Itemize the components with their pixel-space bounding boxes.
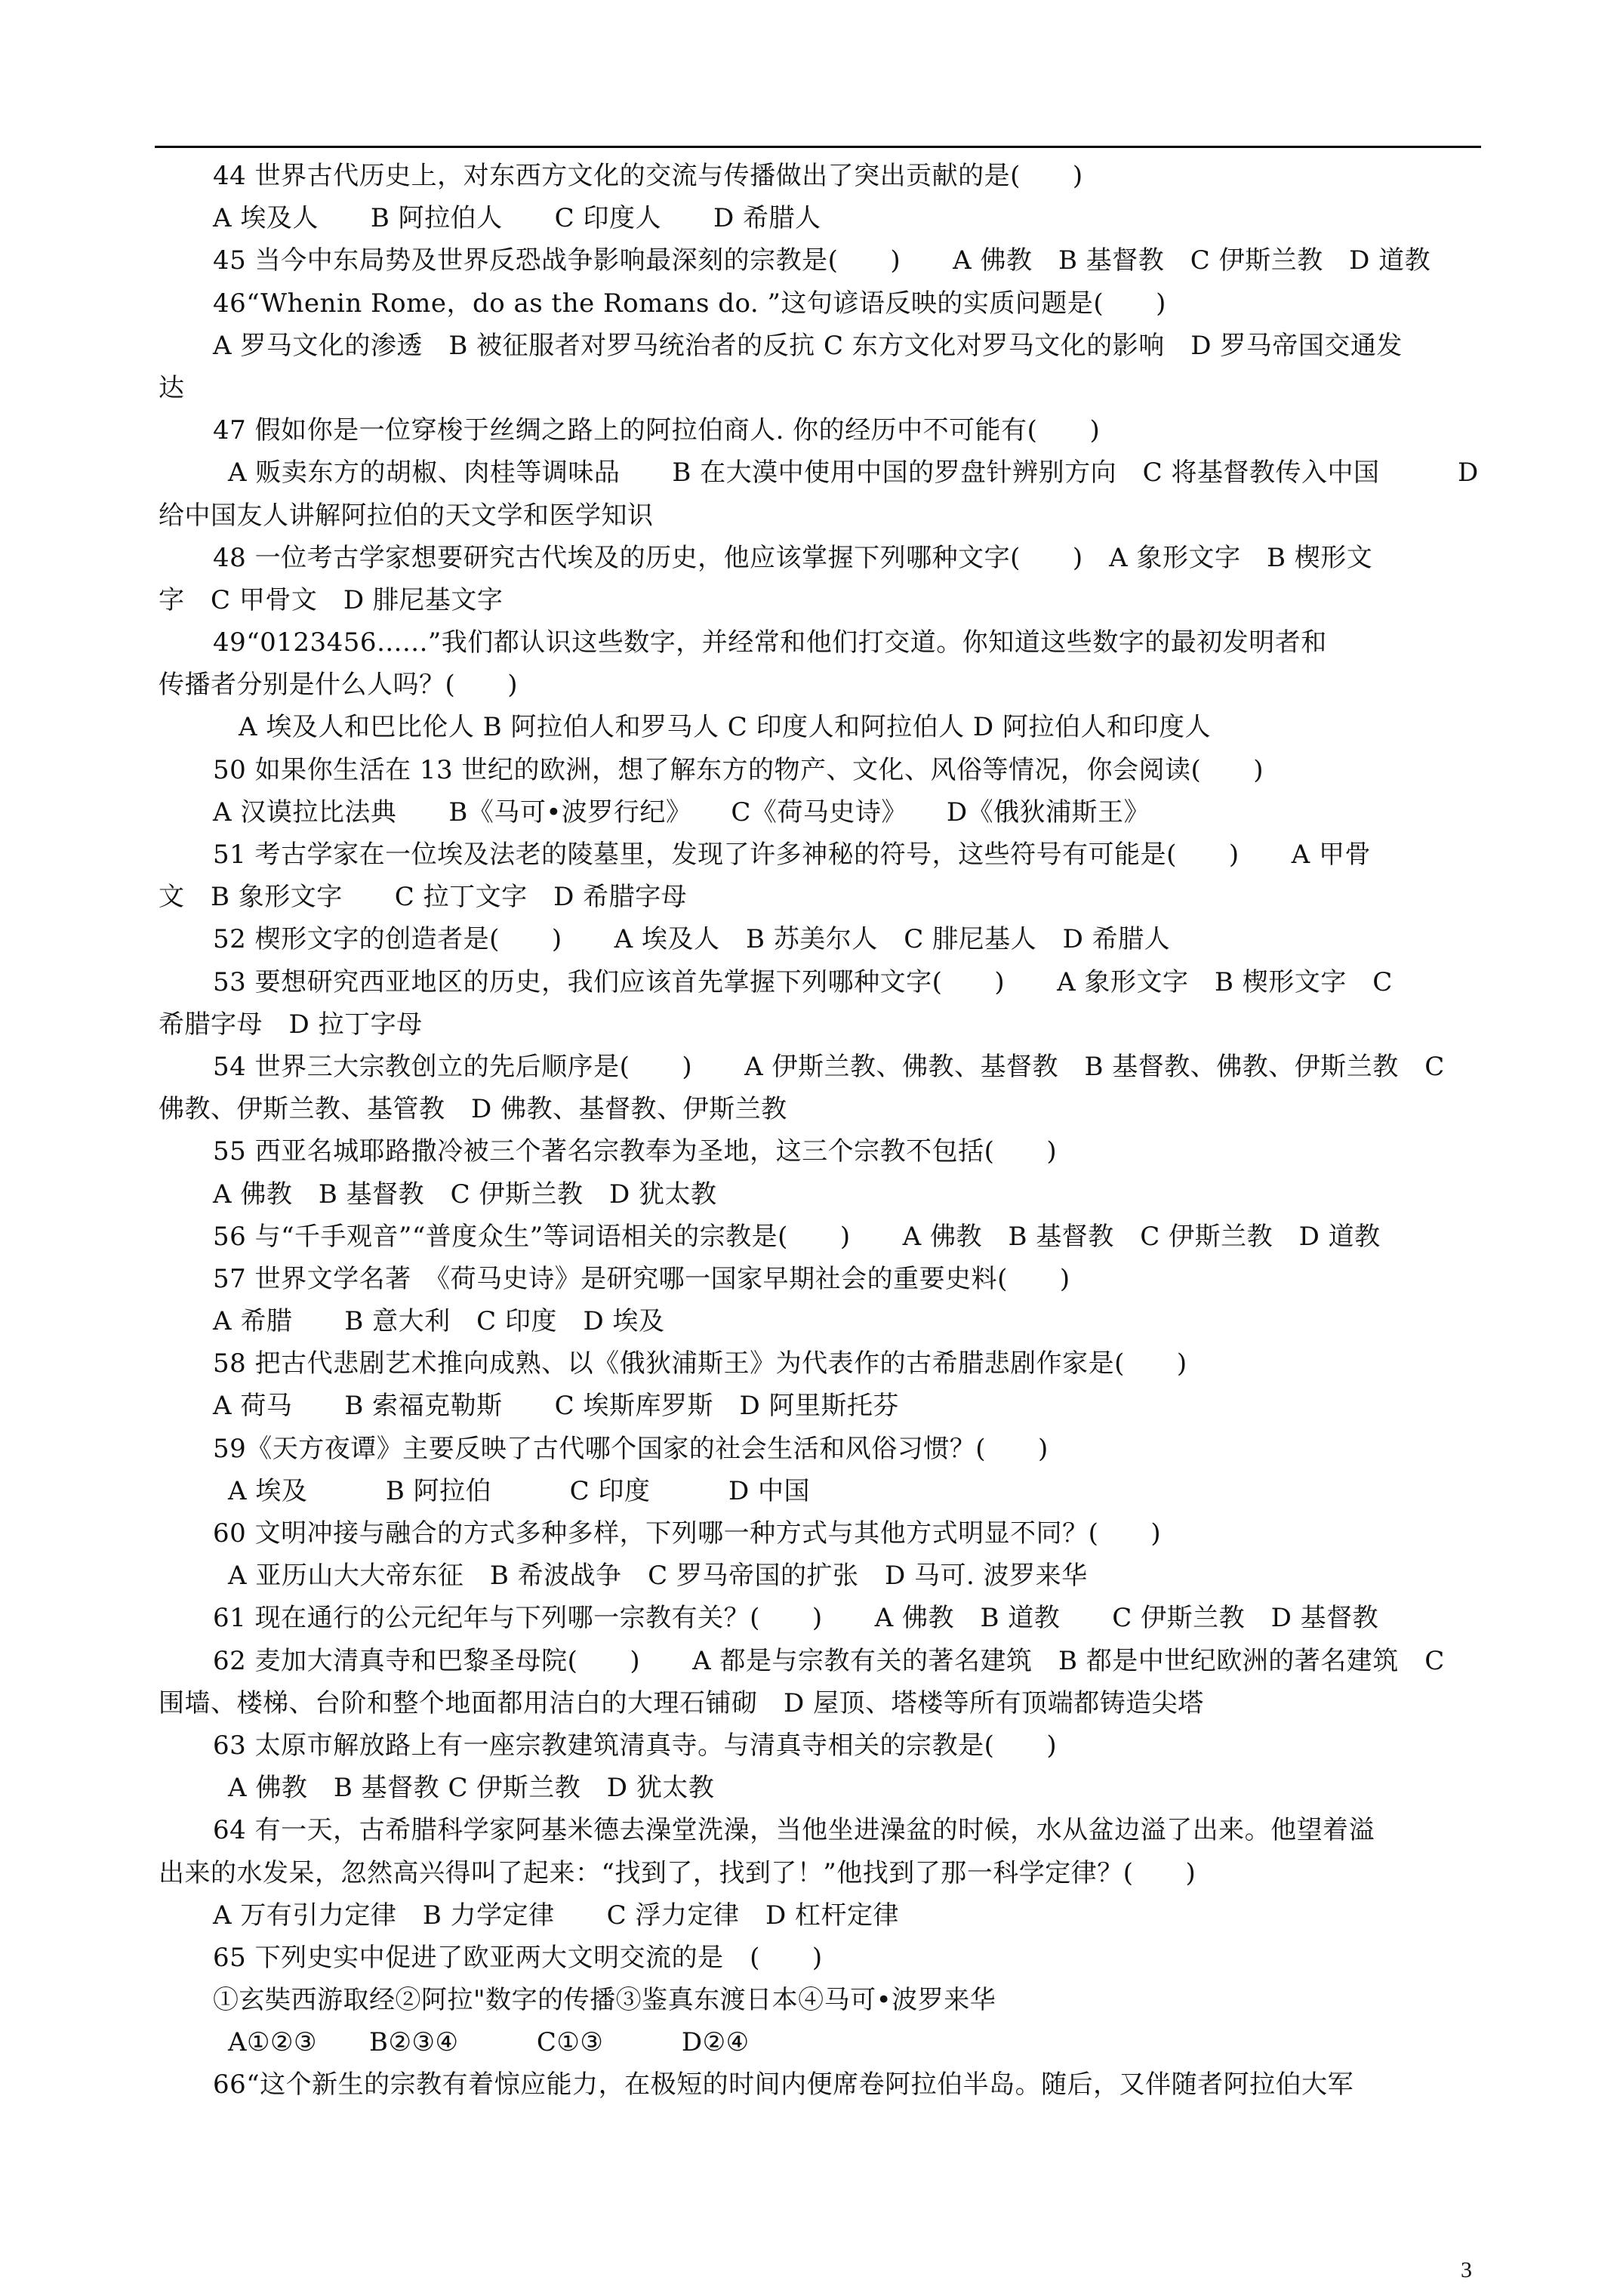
text-line: 56 与“千手观音”“普度众生”等词语相关的宗教是( ) A 佛教 B 基督教 C 伊斯兰教 D 道教 [213,1221,1381,1252]
text-line: 57 世界文学名著 《荷马史诗》是研究哪一国家早期社会的重要史料( ) [213,1263,1070,1294]
text-line: 58 把古代悲剧艺术推向成熟、以《俄狄浦斯王》为代表作的古希腊悲剧作家是( ) [213,1348,1187,1379]
text-line: 64 有一天，古希腊科学家阿基米德去澡堂洗澡，当他坐进澡盆的时候，水从盆边溢了出来。他望着溢 [213,1815,1375,1846]
question-list [159,155,1481,2106]
text-line: 出来的水发呆，忽然高兴得叫了起来：“找到了，找到了！”他找到了那一科学定律？( ) [159,1857,1196,1888]
text-line: 文 B 象形文字 C 拉丁文字 D 希腊字母 [159,882,688,913]
text-line: 希腊字母 D 拉丁字母 [159,1009,423,1040]
text-line: 45 当今中东局势及世界反恐战争影响最深刻的宗教是( ) A 佛教 B 基督教 C 伊斯兰教 D 道教 [213,245,1431,276]
text-line: 60 文明冲接与融合的方式多种多样，下列哪一种方式与其他方式明显不同？( ) [213,1518,1162,1549]
text-line: 给中国友人讲解阿拉伯的天文学和医学知识 [159,500,654,531]
text-line: 传播者分别是什么人吗？( ) [159,670,519,701]
text-line: ①玄奘西游取经②阿拉"数字的传播③鉴真东渡日本④马可•波罗来华 [213,1985,996,2016]
text-line: 52 楔形文字的创造者是( ) A 埃及人 B 苏美尔人 C 腓尼基人 D 希腊人 [213,924,1171,955]
text-line: A 亚历山大大帝东征 B 希波战争 C 罗马帝国的扩张 D 马可. 波罗来华 [228,1561,1088,1592]
text-line: 53 要想研究西亚地区的历史，我们应该首先掌握下列哪种文字( ) A 象形文字 B 楔形文字 C [213,966,1393,997]
text-line: A 贩卖东方的胡椒、肉桂等调味品 B 在大漠中使用中国的罗盘针辨别方向 C 将基督教传入中国 D [228,458,1479,488]
text-line: 46“Whenin Rome，do as the Romans do. ”这句谚语反映的实质问题是( ) [213,288,1166,319]
text-line: 54 世界三大宗教创立的先后顺序是( ) A 伊斯兰教、佛教、基督教 B 基督教、佛教、伊斯兰教 C [213,1051,1445,1082]
text-line: 65 下列史实中促进了欧亚两大文明交流的是 ( ) [213,1942,823,1973]
text-line: A 埃及人和巴比伦人 B 阿拉伯人和罗马人 C 印度人和阿拉伯人 D 阿拉伯人和印度人 [239,712,1211,743]
text-line: 47 假如你是一位穿梭于丝绸之路上的阿拉伯商人. 你的经历中不可能有( ) [213,415,1101,446]
text-line: 63 太原市解放路上有一座宗教建筑清真寺。与清真寺相关的宗教是( ) [213,1730,1058,1761]
text-line: 61 现在通行的公元纪年与下列哪一宗教有关？( ) A 佛教 B 道教 C 伊斯兰教 D 基督教 [213,1603,1379,1634]
text-line: A 汉谟拉比法典 B《马可•波罗行纪》 C《荷马史诗》 D《俄狄浦斯王》 [213,797,1150,827]
page-number: 3 [1461,2257,1472,2282]
text-line: 48 一位考古学家想要研究古代埃及的历史，他应该掌握下列哪种文字( ) A 象形文字 B 楔形文 [213,542,1373,573]
text-line: 达 [159,372,185,403]
text-line: 50 如果你生活在 13 世纪的欧洲，想了解东方的物产、文化、风俗等情况，你会阅读( ) [213,754,1264,785]
header-rule [155,146,1481,148]
text-line: A 埃及 B 阿拉伯 C 印度 D 中国 [228,1475,811,1506]
text-line: 51 考古学家在一位埃及法老的陵墓里，发现了许多神秘的符号，这些符号有可能是( ) A 甲骨 [213,840,1371,870]
text-line: 佛教、伊斯兰教、基管教 D 佛教、基督教、伊斯兰教 [159,1094,787,1125]
text-line: A 埃及人 B 阿拉伯人 C 印度人 D 希腊人 [213,203,821,234]
text-line: 55 西亚名城耶路撒冷被三个著名宗教奉为圣地，这三个宗教不包括( ) [213,1136,1058,1167]
text-line: A 荷马 B 索福克勒斯 C 埃斯库罗斯 D 阿里斯托芬 [213,1391,900,1422]
text-line: A①②③ B②③④ C①③ D②④ [228,2027,750,2058]
text-line: A 希腊 B 意大利 C 印度 D 埃及 [213,1306,665,1337]
text-line: 59《天方夜谭》主要反映了古代哪个国家的社会生活和风俗习惯？( ) [213,1433,1049,1464]
text-line: 围墙、楼梯、台阶和整个地面都用洁白的大理石铺砌 D 屋顶、塔楼等所有顶端都铸造尖塔 [159,1687,1204,1718]
text-line: A 佛教 B 基督教 C 伊斯兰教 D 犹太教 [228,1773,715,1804]
text-line: 66“这个新生的宗教有着惊应能力，在极短的时间内便席卷阿拉伯半岛。随后，又伴随者阿拉伯大军 [213,2069,1354,2100]
text-line: 44 世界古代历史上，对东西方文化的交流与传播做出了突出贡献的是( ) [213,161,1083,191]
text-line: A 佛教 B 基督教 C 伊斯兰教 D 犹太教 [213,1179,717,1210]
text-line: 62 麦加大清真寺和巴黎圣母院( ) A 都是与宗教有关的著名建筑 B 都是中世纪欧洲的著名建筑 C [213,1645,1445,1676]
text-line: 49“0123456......”我们都认识这些数字，并经常和他们打交道。你知道这些数字的最初发明者和 [213,627,1327,658]
text-line: A 万有引力定律 B 力学定律 C 浮力定律 D 杠杆定律 [213,1900,900,1931]
text-line: A 罗马文化的渗透 B 被征服者对罗马统治者的反抗 C 东方文化对罗马文化的影响 D 罗马帝国交通发 [213,330,1403,361]
text-line: 字 C 甲骨文 D 腓尼基文字 [159,584,504,615]
